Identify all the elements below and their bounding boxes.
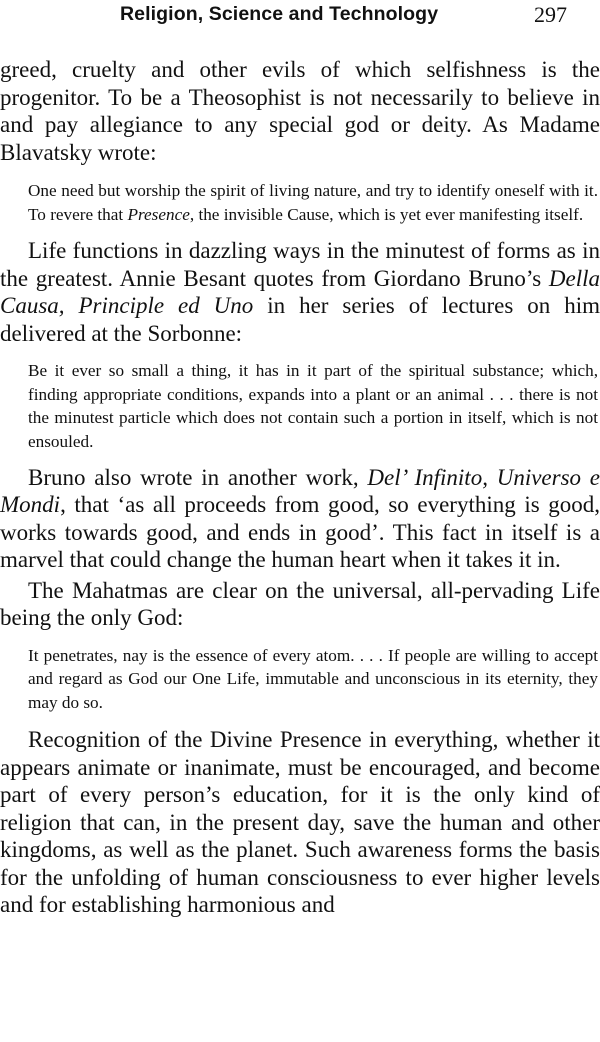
paragraph-1: greed, cruelty and other evils of which selfishness is the progenitor. To be a Theosophist is not necessarily to believe in and pay allegiance to any special god or deity. As Madame Blavatsky wrote: <box>0 57 600 165</box>
paragraph-2-italic: Della Causa, Principle ed Uno <box>0 265 600 319</box>
paragraph-3-text-b: , that ‘as all proceeds from good, so everything is good, works towards good, and ends in good’. This fact in itself is a marvel that could change the human heart when it takes it in. <box>0 492 600 573</box>
block-quote-2: Be it ever so small a thing, it has in it part of the spiritual substance; which, finding appropriate conditions, expands into a plant or an animal . . . there is not the minutest particle which does not contain such a portion in itself, which is not ensouled. <box>28 361 598 451</box>
paragraph-2-text-b: in her series of lectures on him delivered at the Sorbonne: <box>0 293 600 346</box>
block-quote-1 <box>0 179 600 226</box>
paragraph-4: The Mahatmas are clear on the universal, all-pervading Life being the only God: <box>0 577 600 631</box>
block-quote-3: It penetrates, nay is the essence of every atom. . . . If people are willing to accept and regard as God our One Life, immutable and unconscious in its eternity, they may do so. <box>28 645 598 712</box>
page-body <box>0 56 600 919</box>
page-header <box>0 0 600 32</box>
paragraph-2-text-a: Life functions in dazzling ways in the minutest of forms as in the greatest. Annie Besant quotes from Giordano Bruno’s <box>0 238 600 291</box>
paragraph-5: Recognition of the Divine Presence in everything, whether it appears animate or inanimate, must be encouraged, and become part of every person’s education, for it is the only kind of religion that can, in the present day, save the human and other kingdoms, as well as the planet. Such awareness forms the basis for the unfolding of human consciousness to ever higher levels and for establishing harmonious and <box>0 727 600 918</box>
quote-1-italic: Presence <box>127 204 190 224</box>
paragraph-2 <box>0 237 600 347</box>
running-head: Religion, Science and Technology <box>120 3 439 25</box>
quote-1-text-a: One need but worship the spirit of living nature, and try to identify oneself with it. To revere that <box>28 181 598 224</box>
paragraph-3-italic: Del’ Infinito, Universo e Mondi <box>0 464 600 518</box>
quote-1-text-b: , the invisible Cause, which is yet ever manifesting itself. <box>189 204 584 224</box>
page-number: 297 <box>534 2 567 27</box>
paragraph-3 <box>0 464 600 574</box>
paragraph-3-text-a: Bruno also wrote in another work, <box>28 464 368 490</box>
